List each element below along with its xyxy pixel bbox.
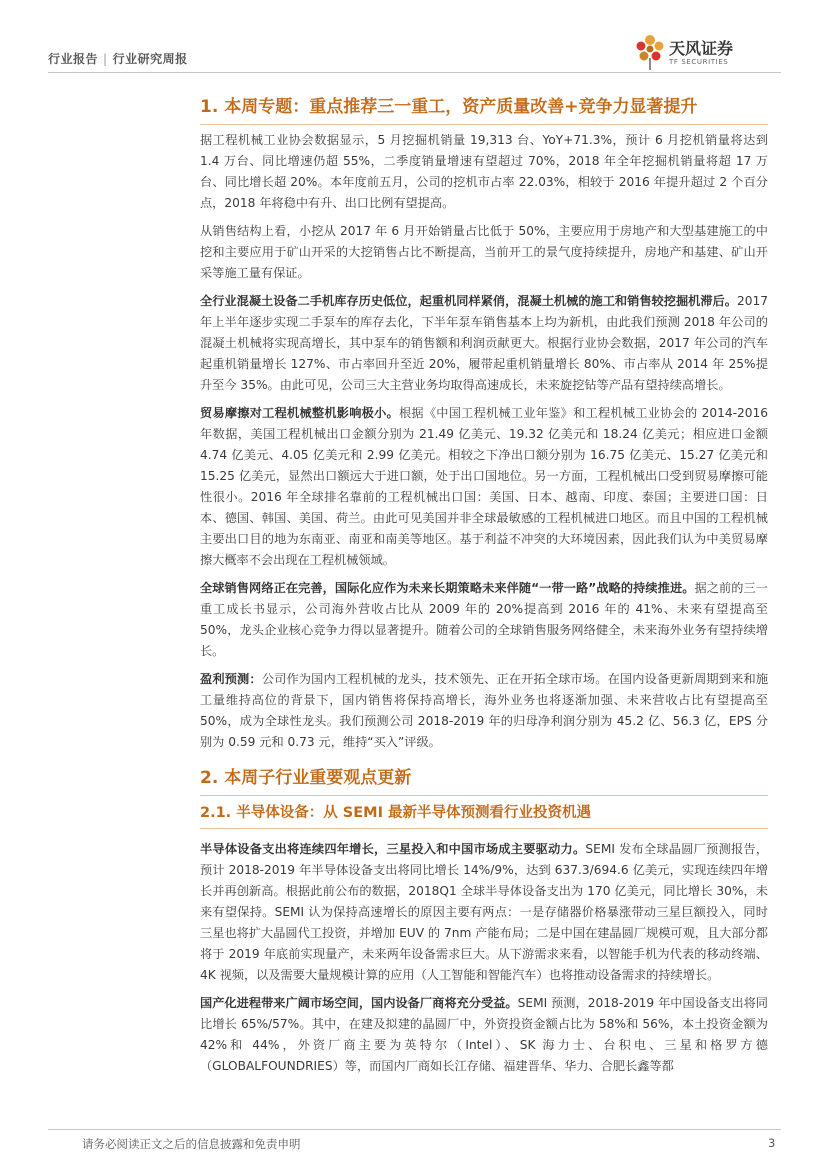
category-label: 行业报告 [48, 52, 99, 66]
footer-divider [48, 1129, 781, 1130]
paragraph-text: 根据《中国工程机械工业年鉴》和工程机械工业协会的 2014-2016 年数据，美国工程机械出口金额分别为 21.49 亿美元、19.32 亿美元和 18.24 亿美元；相应进口金额 4.74 亿美元、4.05 亿美元和 2.99 亿美元。相较之下净出口额分别为 16.75 亿美元、15.27 亿美元和 15.25 亿美元，显然出口额远大于进口额，处于出口国地位。另一方面，工程机械出口受到贸易摩擦可能性很小。2016 年全球排名靠前的工程机械出口国：美国、日本、越南、印度、泰国；主要进口国：日本、德国、韩国、美国、荷兰。由此可见美国并非全球最敏感的工程机械进口地区。而且中国的工程机械主要出口目的地为东南亚、南亚和南美等地区。基于利益不冲突的大环境因素，因此我们认为中美贸易摩擦大概率不会出现在工程机械领域。 [200, 406, 769, 567]
section-2-1-subheading: 2.1. 半导体设备：从 SEMI 最新半导体预测看行业投资机遇 [200, 802, 768, 829]
paragraph [200, 839, 768, 986]
paragraph-text: 据之前的三一重工成长书显示，公司海外营收占比从 2009 年的 20%提高到 2016 年的 41%、未来有望提高至 50%，龙头企业核心竞争力得以显著提升。随着公司的全球销售服务网络健全，未来海外业务有望持续增长。 [200, 581, 768, 658]
header-divider [48, 72, 781, 73]
company-logo [633, 32, 783, 76]
paragraph [200, 130, 768, 214]
flower-logo-icon [633, 32, 667, 72]
paragraph-lead: 全球销售网络正在完善，国际化应作为未来长期策略未来伴随“一带一路”战略的持续推进。 [200, 581, 695, 595]
paragraph [200, 669, 768, 753]
paragraph-text: 公司作为国内工程机械的龙头，技术领先、正在开拓全球市场。在国内设备更新周期到来和施工量维持高位的背景下，国内销售将保持高增长，海外业务也将逐渐加强、未来营收占比有望提高至 50%，成为全球性龙头。我们预测公司 2018-2019 年的归母净利润分别为 45.2 亿、56.3 亿，EPS 分别为 0.59 元和 0.73 元，维持“买入”评级。 [200, 672, 769, 749]
paragraph-text: 从销售结构上看，小挖从 2017 年 6 月开始销量占比低于 50%，主要应用于房地产和大型基建施工的中挖和主要应用于矿山开采的大挖销售占比不断提高，当前开工的景气度持续提升，房地产和基建、矿山开采等施工量有保证。 [200, 224, 768, 280]
paragraph [200, 403, 768, 571]
section-2-heading: 2. 本周子行业重要观点更新 [200, 765, 768, 796]
subcategory-label: 行业研究周报 [112, 52, 188, 66]
report-body [200, 94, 768, 1084]
section-1-heading: 1. 本周专题：重点推荐三一重工，资产质量改善+竞争力显著提升 [200, 94, 768, 125]
paragraph [200, 993, 768, 1077]
paragraph [200, 578, 768, 662]
paragraph-text: 据工程机械工业协会数据显示，5 月挖掘机销量 19,313 台、YoY+71.3%，预计 6 月挖机销量将达到 1.4 万台、同比增速仍超 55%，二季度销量增速有望超过 70%，2018 年全年挖掘机销量将超 17 万台、同比增长超 20%。本年度前五月，公司的挖机市占率 22.03%，相较于 2016 年提升超过 2 个百分点，2018 年将稳中有升、出口比例有望提高。 [200, 133, 768, 210]
paragraph-text: SEMI 预测，2018-2019 年中国设备支出将同比增长 65%/57%。其中，在建及拟建的晶圆厂中，外资投资金额占比为 58%和 56%，本土投资金额为 42%和 44%，外资厂商主要为英特尔（Intel）、SK 海力士、台积电、三星和格罗方德（GLOBALFOUNDRIES）等，而国内厂商如长江存储、福建晋华、华力、合肥长鑫等都 [200, 996, 768, 1073]
header-separator: | [103, 52, 108, 66]
paragraph-lead: 贸易摩擦对工程机械整机影响极小。 [200, 406, 399, 420]
paragraph-lead: 半导体设备支出将连续四年增长，三星投入和中国市场成主要驱动力。 [200, 842, 586, 856]
paragraph-lead: 国产化进程带来广阔市场空间，国内设备厂商将充分受益。 [200, 996, 518, 1010]
page-number: 3 [768, 1136, 776, 1150]
paragraph-text: SEMI 发布全球晶圆厂预测报告，预计 2018-2019 年半导体设备支出将同比增长 14%/9%，达到 637.3/694.6 亿美元，实现连续四年增长并再创新高。根据此前公布的数据，2018Q1 全球半导体设备支出为 170 亿美元，同比增长 30%，未来有望保持。SEMI 认为保持高速增长的原因主要有两点：一是存储器价格暴涨带动三星巨额投入，同时三星也将扩大晶圆代工投资，并增加 EUV 的 7nm 产能布局；二是中国在建晶圆厂规模可观，且大部分都将于 2019 年底前实现量产，未来两年设备需求巨大。从下游需求来看，以智能手机为代表的移动终端、4K 视频，以及需要大量规模计算的应用（人工智能和智能汽车）也将推动设备需求的持续增长。 [200, 842, 769, 982]
paragraph-text: 2017 年上半年逐步实现二手泵车的库存去化，下半年泵车销售基本上均为新机，由此我们预测 2018 年公司的混凝土机械将实现高增长，其中泵车的销售额和利润贡献更大。根据行业协会数据，2017 年公司的汽车起重机销量增长 127%、市占率回升至近 20%，履带起重机销量增长 80%、市占率从 2014 年 25%提升至今 35%。由此可见，公司三大主营业务均取得高速成长，未来旋挖钻等产品有望持续高增长。 [200, 294, 768, 392]
paragraph-lead: 盈利预测： [200, 672, 262, 686]
logo-name: 天风证券 [669, 39, 734, 58]
report-category [48, 50, 188, 67]
paragraph [200, 221, 768, 284]
paragraph [200, 291, 768, 396]
logo-subtitle: TF SECURITIES [669, 58, 729, 66]
paragraph-lead: 全行业混凝土设备二手机库存历史低位，起重机同样紧俏，混凝土机械的施工和销售较挖掘机滞后。 [200, 294, 737, 308]
footer-disclaimer: 请务必阅读正文之后的信息披露和免责申明 [82, 1137, 301, 1151]
